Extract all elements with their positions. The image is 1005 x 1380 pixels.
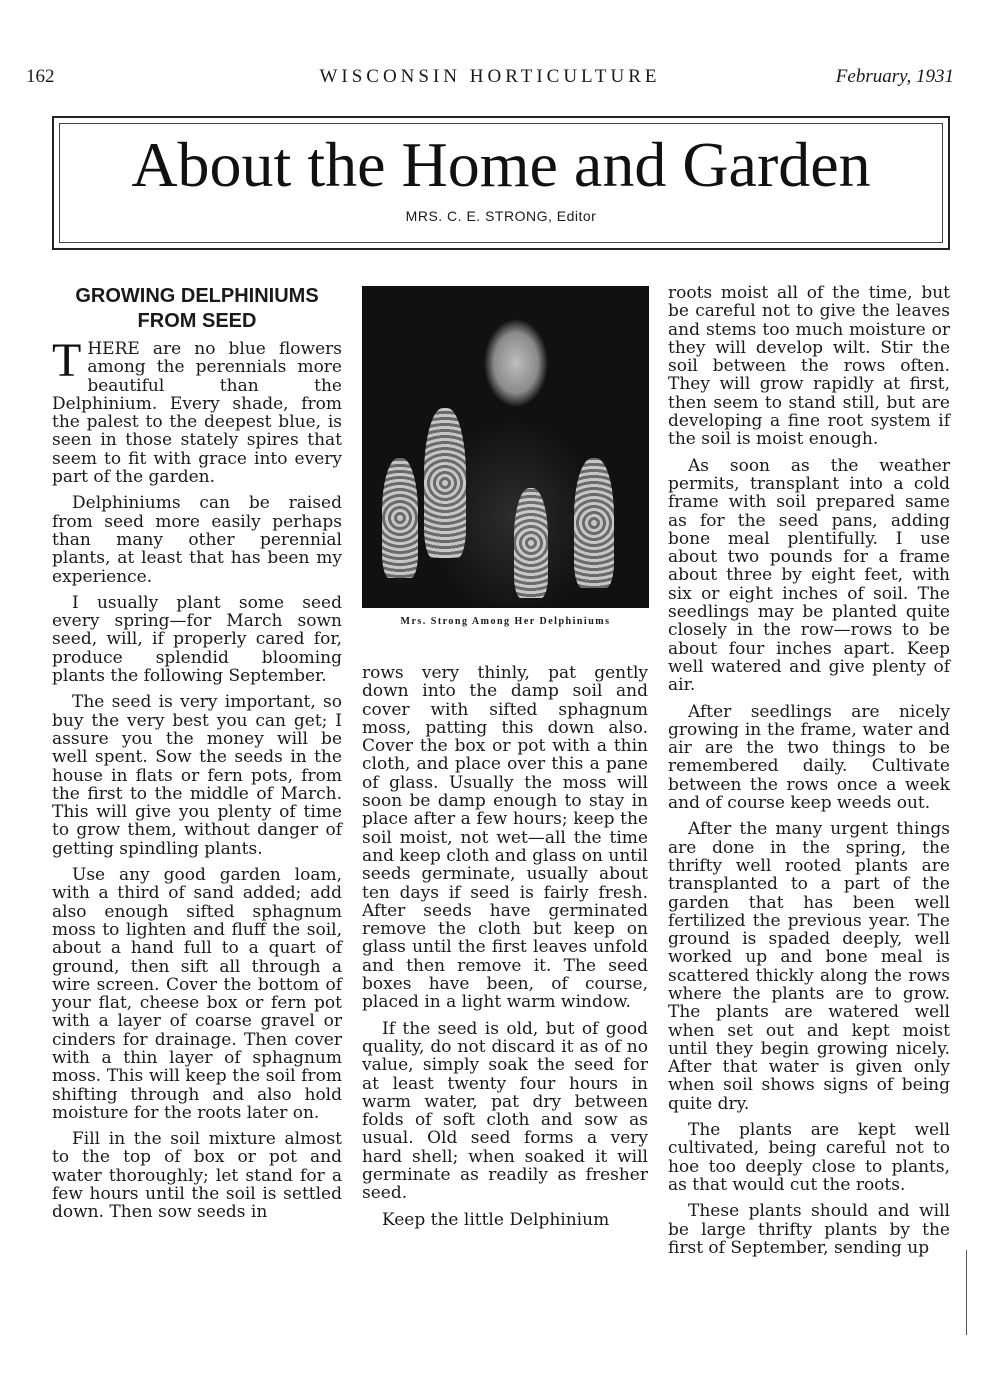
paragraph: I usually plant some seed every spring—for March sown seed, will, if properly cared for, produce splendid blooming plants the following September.	[52, 592, 342, 687]
paragraph: rows very thinly, pat gently down into the damp soil and cover with sifted sphagnum moss, patting this down also. Cover the box or pot with a thin cloth, and place over this a pane of glass. Usually the moss will soon be damp enough to stay in place after a few hours; keep the soil moist, not wet—all the time and keep cloth and glass on until seeds germinate, usually about ten days if seed is fairly fresh. After seeds have germinated remove the cloth but keep on glass until the first leaves unfold and then remove it. The seed boxes have been, of course, placed in a light warm window.	[362, 663, 648, 1013]
delphinium-spire	[514, 488, 548, 598]
page-number: 162	[26, 66, 55, 87]
photo-mrs-strong-delphiniums	[362, 286, 649, 608]
paragraph: If the seed is old, but of good quality, do not discard it as of no value, simply soak the seed for at least twenty four hours in warm water, pat dry between folds of soft cloth and sow as usual. Old seed forms a very hard shell; when soaked it will germinate as readily as fresher seed.	[362, 1018, 648, 1204]
article-headline: GROWING DELPHINIUMS FROM SEED	[75, 285, 319, 332]
paragraph: The plants are kept well cultivated, being careful not to hoe too deeply close to plants, as that would cut the roots.	[668, 1120, 950, 1195]
issue-date: February, 1931	[835, 66, 954, 87]
column-3	[668, 284, 950, 1265]
paragraph: roots moist all of the time, but be careful not to give the leaves and stems too much moisture or they will develop wilt. Stir the soil between the rows often. They will grow rapidly at first, then seem to stand still, but are developing a fine root system if the soil is moist enough.	[668, 283, 950, 450]
paragraph: As soon as the weather permits, transplant into a cold frame with soil prepared same as for the seed pans, adding bone meal plentifully. I use about two pounds for a frame about three by eight feet, with six or eight inches of soil. The seedlings may be planted quite closely in the row—rows to be about four inches apart. Keep well watered and give plenty of air.	[668, 455, 950, 696]
paragraph: Keep the little Delphinium	[382, 1209, 610, 1230]
drop-cap: T	[52, 334, 82, 387]
delphinium-spire	[382, 458, 418, 578]
journal-title: WISCONSIN HORTICULTURE	[319, 66, 661, 87]
photo-caption: Mrs. Strong Among Her Delphiniums	[400, 616, 611, 627]
running-head	[26, 64, 954, 94]
margin-rule	[966, 1250, 967, 1335]
paragraph: The seed is very important, so buy the very best you can get; I assure you the money will be well spent. Sow the seeds in the house in flats or fern pots, from the first to the middle of March. This will give you plenty of time to grow them, without danger of getting spindling plants.	[52, 692, 342, 859]
paragraph: After seedlings are nicely growing in the frame, water and air are the two things to be remembered daily. Cultivate between the rows once a week and of course keep weeds out.	[668, 701, 950, 814]
delphinium-spire	[424, 408, 466, 558]
column-1	[52, 284, 342, 1230]
section-title: About the Home and Garden	[131, 129, 871, 200]
column-2	[362, 664, 648, 1237]
lead-text: HERE are no blue flowers among the perennials more beautiful than the Delphinium. Every shade, from the palest to the deepest blue, is seen in those stately spires that seem to fit with grace into every part of the garden.	[52, 339, 342, 488]
paragraph: Delphiniums can be raised from seed more easily perhaps than many other perennial plants, at least that has been my experience.	[52, 493, 342, 587]
paragraph: Fill in the soil mixture almost to the top of box or pot and water thoroughly; let stand for a few hours until the soil is settled down. Then sow seeds in	[52, 1129, 342, 1223]
paragraph: These plants should and will be large thrifty plants by the first of September, sending up	[668, 1201, 950, 1258]
paragraph: After the many urgent things are done in the spring, the thrifty well rooted plants are transplanted to a part of the garden that has been well fertilized the previous year. The ground is spaded deeply, well worked up and bone meal is scattered thickly along the rows where the plants are to grow. The plants are watered well when set out and kept moist until they begin growing nicely. After that water is given only when soil shows signs of being quite dry.	[668, 819, 950, 1114]
section-masthead	[52, 116, 950, 250]
paragraph: Use any good garden loam, with a third of sand added; add also enough sifted sphagnum moss to lighten and fluff the soil, about a hand full to a quart of ground, then sift all through a wire screen. Cover the bottom of your flat, cheese box or fern pot with a layer of coarse gravel or cinders for drainage. Then cover with a thin layer of sphagnum moss. This will keep the soil from shifting through and also hold moisture for the roots later on.	[52, 865, 342, 1123]
section-editor: MRS. C. E. STRONG, Editor	[405, 208, 597, 224]
lead-paragraph	[52, 334, 342, 488]
delphinium-spire	[574, 458, 614, 588]
